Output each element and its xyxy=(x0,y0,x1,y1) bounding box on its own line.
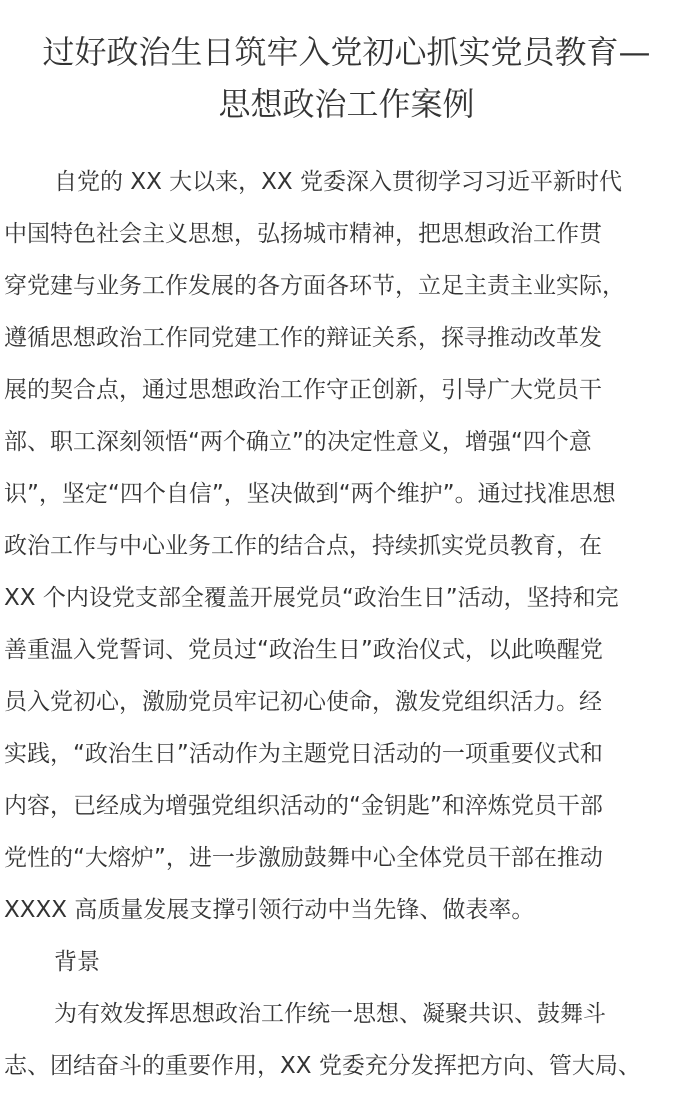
paragraph-1-line: XX 个内设党支部全覆盖开展党员“政治生日”活动，坚持和完 xyxy=(4,585,619,611)
title-line-1: 过好政治生日筑牢入党初心抓实党员教育— xyxy=(42,33,651,71)
paragraph-1-line: 内容，已经成为增强党组织活动的“金钥匙”和淬炼党员干部 xyxy=(4,793,603,819)
paragraph-2-line: 志、团结奋斗的重要作用，XX 党委充分发挥把方向、管大局、 xyxy=(4,1053,641,1079)
paragraph-1-line: 中国特色社会主义思想，弘扬城市精神，把思想政治工作贯 xyxy=(4,221,602,247)
paragraph-1-line: 党性的“大熔炉”，进一步激励鼓舞中心全体党员干部在推动 xyxy=(4,845,603,871)
paragraph-1-line: 穿党建与业务工作发展的各方面各环节，立足主责主业实际， xyxy=(4,273,625,299)
paragraph-1-line: 遵循思想政治工作同党建工作的辩证关系，探寻推动改革发 xyxy=(4,325,602,351)
paragraph-1-line: 自党的 XX 大以来，XX 党委深入贯彻学习习近平新时代 xyxy=(54,169,622,195)
paragraph-1-line: 政治工作与中心业务工作的结合点，持续抓实党员教育，在 xyxy=(4,533,602,559)
paragraph-1-line: 员入党初心，激励党员牢记初心使命，激发党组织活力。经 xyxy=(4,689,602,715)
article-title xyxy=(0,0,693,130)
paragraph-1-line: XXXX 高质量发展支撑引领行动中当先锋、做表率。 xyxy=(4,897,535,923)
article-body xyxy=(0,156,693,1092)
title-line-2: 思想政治工作案例 xyxy=(218,85,475,123)
paragraph-1-line: 善重温入党誓词、党员过“政治生日”政治仪式，以此唤醒党 xyxy=(4,637,603,663)
paragraph-1-line: 部、职工深刻领悟“两个确立”的决定性意义，增强“四个意 xyxy=(4,429,592,455)
paragraph-1-line: 展的契合点，通过思想政治工作守正创新，引导广大党员干 xyxy=(4,377,602,403)
paragraph-1-line: 实践，“政治生日”活动作为主题党日活动的一项重要仪式和 xyxy=(4,741,603,767)
paragraph-1-line: 识”，坚定“四个自信”，坚决做到“两个维护”。通过找准思想 xyxy=(4,481,616,507)
paragraph-2-line: 为有效发挥思想政治工作统一思想、凝聚共识、鼓舞斗 xyxy=(54,1001,606,1027)
section-heading-background: 背景 xyxy=(54,949,100,975)
